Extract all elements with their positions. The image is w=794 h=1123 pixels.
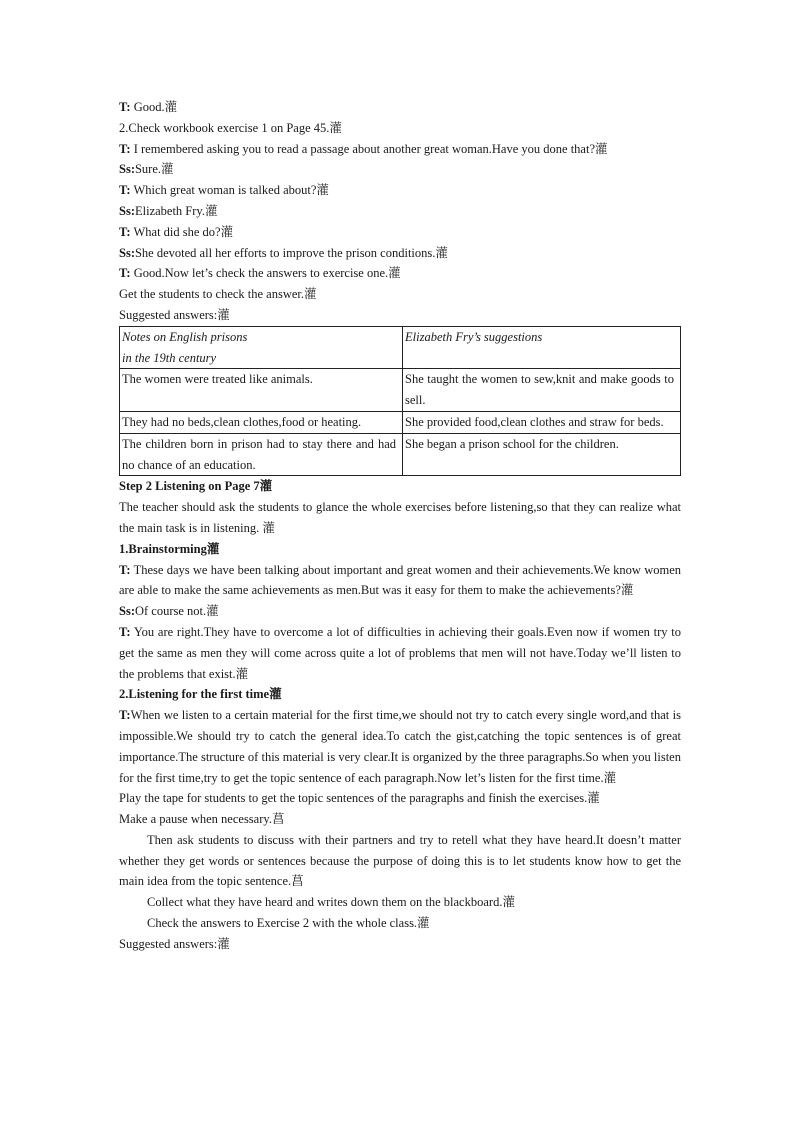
speaker-label: Ss: [119,162,135,177]
section-heading: 1.Brainstorming灌 [119,541,220,556]
dialogue-paragraph [119,560,681,602]
table-cell: She provided food,clean clothes and straw for beds. [403,411,681,433]
dialogue-line [119,139,681,160]
speaker-label: T: [119,141,131,156]
table-row [120,411,681,433]
dialogue-paragraph [119,601,681,622]
paragraph: Make a pause when necessary.菖 [119,812,285,827]
paragraph: Play the tape for students to get the topic sentences of the paragraphs and finish the exercises.灌 [119,791,600,806]
speaker-label: T: [119,183,131,198]
dialogue-line [119,180,681,201]
instruction-line: Suggested answers:灌 [119,307,230,322]
instruction-line: Get the students to check the answer.灌 [119,287,317,302]
dialogue-text: What did she do?灌 [130,224,234,239]
dialogue-line [119,222,681,243]
speaker-label: T: [119,562,131,577]
section-heading: Step 2 Listening on Page 7灌 [119,479,273,494]
table-header-cell [120,326,403,369]
table-header-row [120,326,681,369]
speaker-label: Ss: [119,245,135,260]
paragraph: Check the answers to Exercise 2 with the whole class.灌 [147,916,430,931]
table-row [120,369,681,412]
table-cell: They had no beds,clean clothes,food or heating. [120,411,403,433]
answers-table [119,326,681,477]
section-heading: 2.Listening for the first time灌 [119,687,282,702]
dialogue-text: When we listen to a certain material for the first time,we should not try to catch every single word,and that is impossible.We should try to catch the general idea.To catch the gist,catching the topic sentences is of great importance.The structure of this material is very clear.It is organized by the three paragraphs.So when you listen for the first time,try to get the topic sentence of each paragraph.Now let’s listen for the first time.灌 [119,708,681,785]
table-cell: The women were treated like animals. [120,369,403,412]
dialogue-line [119,201,681,222]
table-header-cell: Elizabeth Fry’s suggestions [403,326,681,369]
dialogue-text: Good.灌 [130,100,178,114]
dialogue-text: You are right.They have to overcome a lot of difficulties in achieving their goals.Even now if women try to get the same as men they will come across quite a lot of problems that men will not have.Today we’ll listen to the problems that exist.灌 [119,624,681,681]
dialogue-text: I remembered asking you to read a passage about another great woman.Have you done that?灌 [130,141,608,156]
dialogue-line [119,263,681,284]
table-row [120,433,681,476]
paragraph: Suggested answers:灌 [119,936,230,951]
dialogue-paragraph [119,705,681,788]
dialogue-text: Of course not.灌 [134,604,219,619]
table-cell: She began a prison school for the children. [403,433,681,476]
dialogue-text: These days we have been talking about important and great women and their achievements.We know women are able to make the same achievements as men.But was it easy for them to make the achievements?灌 [119,562,681,598]
speaker-label: Ss: [119,604,135,619]
document-body [119,97,681,955]
paragraph: Collect what they have heard and writes down them on the blackboard.灌 [147,895,515,910]
speaker-label: T: [119,624,131,639]
dialogue-text: Which great woman is talked about?灌 [130,183,329,198]
dialogue-text: She devoted all her efforts to improve the prison conditions.灌 [134,245,448,260]
table-cell: The children born in prison had to stay there and had no chance of an education. [120,433,403,476]
table-cell: She taught the women to sew,knit and make goods to sell. [403,369,681,412]
dialogue-paragraph [119,622,681,684]
speaker-label: T: [119,224,131,239]
dialogue-text: Sure.灌 [134,162,174,177]
speaker-label: T: [119,266,131,281]
speaker-label: T: [119,708,131,723]
speaker-label: Ss: [119,203,135,218]
paragraph: Then ask students to discuss with their partners and try to retell what they have heard.It doesn’t matter whether they get words or sentences because the purpose of doing this is to let students know how to get the main idea from the topic sentence.菖 [119,832,681,889]
speaker-label: T: [119,100,131,114]
dialogue-line [119,159,681,180]
dialogue-line [119,243,681,264]
paragraph: The teacher should ask the students to glance the whole exercises before listening,so that they can realize what the main task is in listening. 灌 [119,500,681,535]
dialogue-line [119,97,681,118]
dialogue-text: Elizabeth Fry.灌 [134,203,218,218]
dialogue-text: Good.Now let’s check the answers to exercise one.灌 [130,266,401,281]
header-text: in the 19th century [122,350,217,365]
header-text: Notes on English prisons [122,329,248,344]
instruction-line: 2.Check workbook exercise 1 on Page 45.灌 [119,120,342,135]
